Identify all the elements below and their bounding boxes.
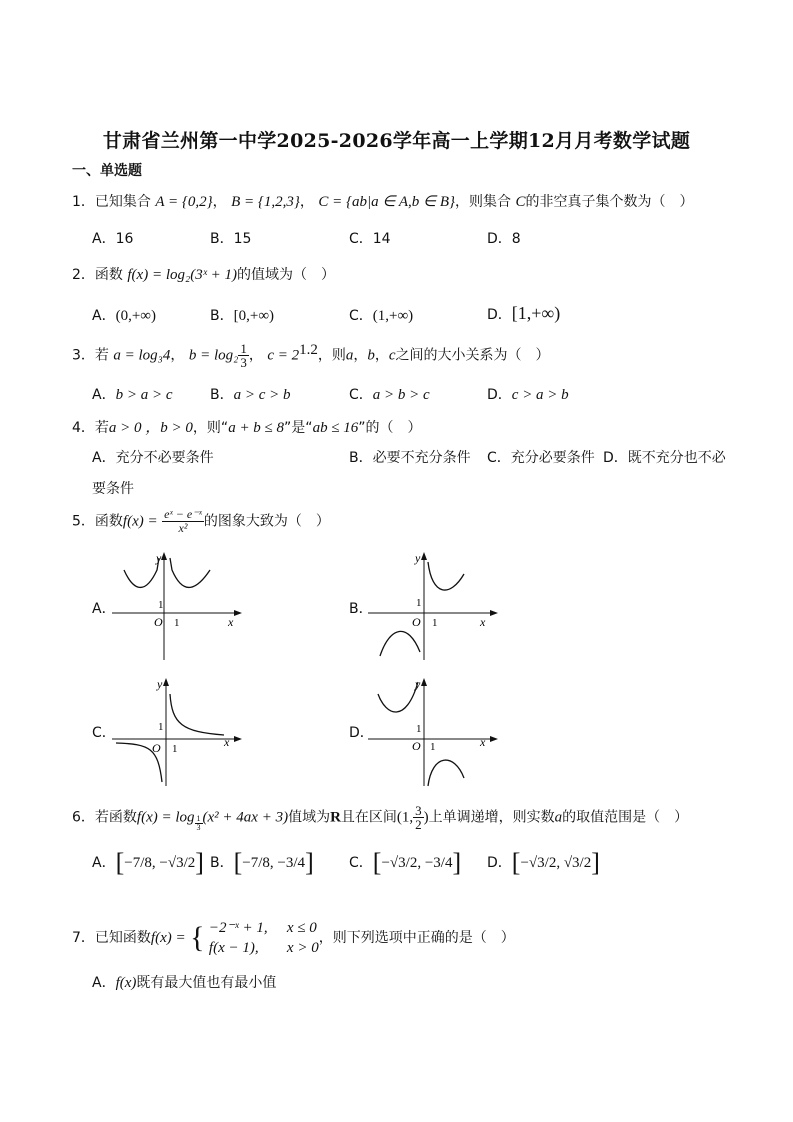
q5-option-d-label[interactable]: D．	[349, 725, 374, 741]
question-5	[72, 508, 330, 535]
y-axis-arrow-icon	[421, 552, 427, 560]
q3-b-den: 3	[240, 355, 247, 371]
q5-numerator: eˣ − e⁻ˣ	[164, 507, 202, 521]
y-axis-arrow-icon	[163, 678, 169, 686]
x-one-label: 1	[430, 741, 436, 753]
q6-base-num: 1	[196, 813, 201, 823]
q5-graph-c[interactable]	[112, 674, 242, 788]
q3-option-a-value: b > a > c	[115, 387, 173, 403]
y-label: y	[415, 677, 421, 691]
q7-option-a-text: 既有最大值也有最小值	[136, 975, 277, 991]
q6-option-c-label: C．	[349, 855, 373, 871]
y-one-label: 1	[416, 723, 422, 735]
q6-tail2: 的取值范围是（ ）	[562, 809, 689, 826]
q5-option-b-label[interactable]: B．	[349, 601, 373, 617]
q3-option-d-label: D．	[487, 387, 512, 403]
q6-base	[195, 815, 203, 832]
q2-prefix: 函数	[94, 267, 123, 283]
origin-label: O	[154, 615, 163, 629]
q6-R: R	[330, 809, 341, 826]
q1-option-d[interactable]: D．8	[487, 231, 521, 247]
q2-option-c[interactable]	[349, 305, 413, 325]
question-1: 1．已知集合 A = {0,2}， B = {1,2,3}， C = {ab|a ∈ A,b ∈ B}，则集合 C的非空真子集个数为（ ）	[72, 194, 694, 210]
q3-option-c-value: a > b > c	[372, 387, 430, 403]
q7-option-a[interactable]	[92, 972, 276, 992]
q6-option-d-label: D．	[487, 855, 512, 871]
q3-option-c[interactable]	[349, 384, 430, 404]
q6-inner: (x² + 4ax + 3)	[202, 809, 289, 826]
q4-condition: a > 0 ，b > 0	[108, 420, 193, 436]
question-7: 7．已知函数f(x) = { −2⁻ˣ + 1, x ≤ 0 f(x − 1), x > 0 ，则下列选项中正确的是（ ）	[72, 920, 515, 956]
q6-option-d-right: √3/2	[563, 855, 592, 871]
q3-a: a = log₃4	[113, 347, 171, 364]
q7-prefix: 已知函数	[94, 930, 151, 946]
y-label: y	[157, 677, 163, 691]
q4-tail: ”的（ ）	[358, 420, 422, 436]
q6-interval-left: 1,	[401, 809, 414, 826]
q5-tail: 的图象大致为（ ）	[203, 513, 330, 530]
q3-option-b[interactable]	[210, 384, 291, 404]
x-one-label: 1	[172, 743, 178, 755]
q1-number: 1．	[72, 194, 95, 210]
q4-q: ab ≤ 16	[312, 420, 359, 436]
q7-cond1: x ≤ 0	[286, 920, 317, 936]
q6-interval-den: 2	[415, 817, 422, 832]
q6-base-den: 3	[196, 822, 201, 832]
y-axis-arrow-icon	[161, 552, 167, 560]
x-axis-arrow-icon	[234, 736, 242, 742]
q7-option-a-expr: f(x)	[115, 975, 137, 991]
q1-c: C	[515, 194, 526, 210]
q3-var-c: c	[388, 347, 396, 364]
curve-right	[428, 760, 464, 786]
q4-option-a[interactable]: A．充分不必要条件	[92, 450, 214, 466]
q6-option-b-label: B．	[210, 855, 234, 871]
q2-number: 2．	[72, 267, 95, 283]
curve-left	[380, 631, 420, 656]
q6-option-a-right: −√3/2	[159, 855, 196, 871]
y-label: y	[156, 551, 162, 565]
q3-b-num: 1	[240, 341, 247, 357]
x-one-label: 1	[174, 617, 180, 629]
y-one-label: 1	[416, 597, 422, 609]
q7-option-a-label: A．	[92, 975, 116, 991]
q2-expr: f(x) = log₂(3ˣ + 1)	[127, 267, 238, 283]
q6-mid2: 且在区间	[340, 809, 397, 826]
q7-tail: ，则下列选项中正确的是（ ）	[318, 930, 515, 946]
q6-option-c-right: −3/4	[424, 855, 453, 871]
q4-option-d-wrap: 要条件	[92, 481, 134, 497]
x-axis-arrow-icon	[490, 736, 498, 742]
question-6: 6．若函数f(x) = log $\frac{1}{3}$ (x² + 4ax + 3)值域为R且在区间(1, $\frac{3}{2}$ )上单调递增，则实数a的取值范围是（ ）	[72, 803, 689, 832]
x-label: x	[480, 615, 486, 629]
question-4	[72, 416, 422, 437]
q3-var-a: a	[345, 347, 354, 364]
q3-tail2: 之间的大小关系为（ ）	[395, 347, 550, 364]
curve-right	[428, 562, 464, 590]
x-one-label: 1	[432, 617, 438, 629]
q2-option-b-value: [0,+∞)	[233, 308, 275, 324]
q1-suffix: ，则集合	[455, 194, 512, 210]
x-label: x	[228, 615, 234, 629]
q3-var-b: b	[367, 347, 375, 364]
q7-piecewise	[209, 918, 319, 958]
origin-label: O	[152, 741, 161, 755]
q6-option-b-right: −3/4	[277, 855, 306, 871]
q2-option-d[interactable]	[487, 303, 560, 324]
q6-interval-num: 3	[415, 803, 422, 818]
curve-right	[170, 558, 210, 587]
q3-prefix: 若	[94, 347, 109, 364]
q3-tail1: ，则	[317, 347, 346, 364]
q3-option-b-value: a > c > b	[233, 387, 291, 403]
q3-b: b = log₂	[188, 347, 239, 364]
q2-option-d-value: [1,+∞)	[511, 303, 561, 323]
q3-c: c = 2	[267, 347, 300, 364]
curve-left	[378, 682, 418, 712]
q6-tail: 上单调递增，则实数	[428, 809, 555, 826]
y-axis-arrow-icon	[421, 678, 427, 686]
x-label: x	[480, 735, 486, 749]
q6-option-d-left: −√3/2	[520, 855, 557, 871]
q6-var-a: a	[554, 809, 563, 826]
q2-option-a[interactable]	[92, 305, 156, 325]
q6-number: 6．	[72, 809, 95, 826]
q1-set-a: A = {0,2}	[155, 194, 213, 210]
question-3: 3．若 a = log₃4， b = log₂ $\frac{1}{3}$ ， $c = 2^{1.2}$，则a，b，c之间的大小关系为（ ）	[72, 341, 550, 371]
q1-option-c[interactable]: C．14	[349, 231, 391, 247]
q5-graph-b[interactable]	[368, 548, 498, 662]
q5-graph-d[interactable]	[368, 674, 498, 788]
page-title: 甘肃省兰州第一中学2025-2026学年高一上学期12月月考数学试题	[102, 130, 691, 152]
q1-prefix: 已知集合	[94, 194, 151, 210]
q6-option-b[interactable]: B．[−7/8, −3/4]	[210, 848, 314, 877]
y-label: y	[415, 551, 421, 565]
q3-option-a[interactable]	[92, 384, 172, 404]
q5-denominator: x²	[178, 521, 188, 535]
y-one-label: 1	[158, 599, 164, 611]
q2-option-a-value: (0,+∞)	[115, 308, 156, 324]
q7-number: 7．	[72, 930, 95, 946]
q5-fx: f(x) =	[122, 513, 158, 530]
q6-option-c[interactable]: C．[−√3/2, −3/4]	[349, 848, 462, 877]
curve-right	[170, 694, 224, 735]
q2-option-c-value: (1,+∞)	[372, 308, 414, 324]
q1-set-b: B = {1,2,3}	[231, 194, 300, 210]
q2-option-d-label: D．	[487, 307, 512, 323]
origin-label: O	[412, 615, 421, 629]
q3-option-c-label: C．	[349, 387, 373, 403]
q4-prefix: 若	[94, 420, 109, 436]
q3-b-fraction	[238, 342, 249, 369]
q6-option-a[interactable]: A．[−7/8, −√3/2]	[92, 848, 204, 877]
origin-label: O	[412, 739, 421, 753]
q6-option-a-left: −7/8	[124, 855, 152, 871]
q2-option-b-label: B．	[210, 308, 234, 324]
q4-option-b[interactable]: B．必要不充分条件	[349, 450, 471, 466]
q4-mid2: ”是“	[284, 420, 313, 436]
q1-option-b[interactable]: B．15	[210, 231, 252, 247]
q6-interval-fraction	[413, 804, 424, 831]
q3-option-d[interactable]	[487, 384, 569, 404]
q5-option-c-label[interactable]: C．	[92, 725, 116, 741]
q5-graph-a[interactable]	[112, 548, 242, 662]
x-label: x	[224, 735, 230, 749]
q6-option-b-left: −7/8	[242, 855, 270, 871]
q5-prefix: 函数	[94, 513, 123, 530]
q6-mid: 值域为	[288, 809, 331, 826]
q2-option-a-label: A．	[92, 308, 116, 324]
q7-case1: −2⁻ˣ + 1,	[208, 920, 268, 936]
x-axis-arrow-icon	[234, 610, 242, 616]
q4-mid: ，则“	[192, 420, 229, 436]
q2-tail: 的值域为（ ）	[237, 267, 336, 283]
q3-option-b-label: B．	[210, 387, 234, 403]
q7-case2: f(x − 1),	[208, 940, 259, 956]
q2-option-c-label: C．	[349, 308, 373, 324]
q6-expr: f(x) = log	[136, 809, 195, 826]
q4-option-c[interactable]: C．充分必要条件	[487, 450, 595, 466]
q6-option-c-left: −√3/2	[381, 855, 418, 871]
q7-cond2: x > 0	[286, 940, 319, 956]
q5-number: 5．	[72, 513, 95, 530]
q5-option-a-label[interactable]: A．	[92, 601, 116, 617]
q4-p: a + b ≤ 8	[228, 420, 285, 436]
q3-number: 3．	[72, 347, 95, 364]
y-one-label: 1	[158, 721, 164, 733]
q1-set-c: C = {ab|a ∈ A,b ∈ B}	[318, 194, 456, 210]
q1-tail: 的非空真子集个数为（ ）	[525, 194, 694, 210]
q4-option-d[interactable]: D．既不充分也不必	[603, 450, 726, 466]
curve-left	[124, 558, 159, 587]
q1-option-a[interactable]: A．16	[92, 231, 134, 247]
q3-c-exp: 1.2	[299, 342, 318, 358]
q2-option-b[interactable]	[210, 305, 274, 325]
section-heading: 一、单选题	[72, 163, 142, 179]
q6-option-d[interactable]: D．[−√3/2, √3/2]	[487, 848, 600, 877]
x-axis-arrow-icon	[490, 610, 498, 616]
question-2	[72, 264, 335, 284]
q7-fx: f(x) =	[150, 930, 186, 946]
q6-prefix: 若函数	[94, 809, 137, 826]
q4-number: 4．	[72, 420, 95, 436]
q3-option-d-value: c > a > b	[511, 387, 569, 403]
q6-option-a-label: A．	[92, 855, 116, 871]
q5-fraction	[162, 508, 204, 535]
q3-option-a-label: A．	[92, 387, 116, 403]
